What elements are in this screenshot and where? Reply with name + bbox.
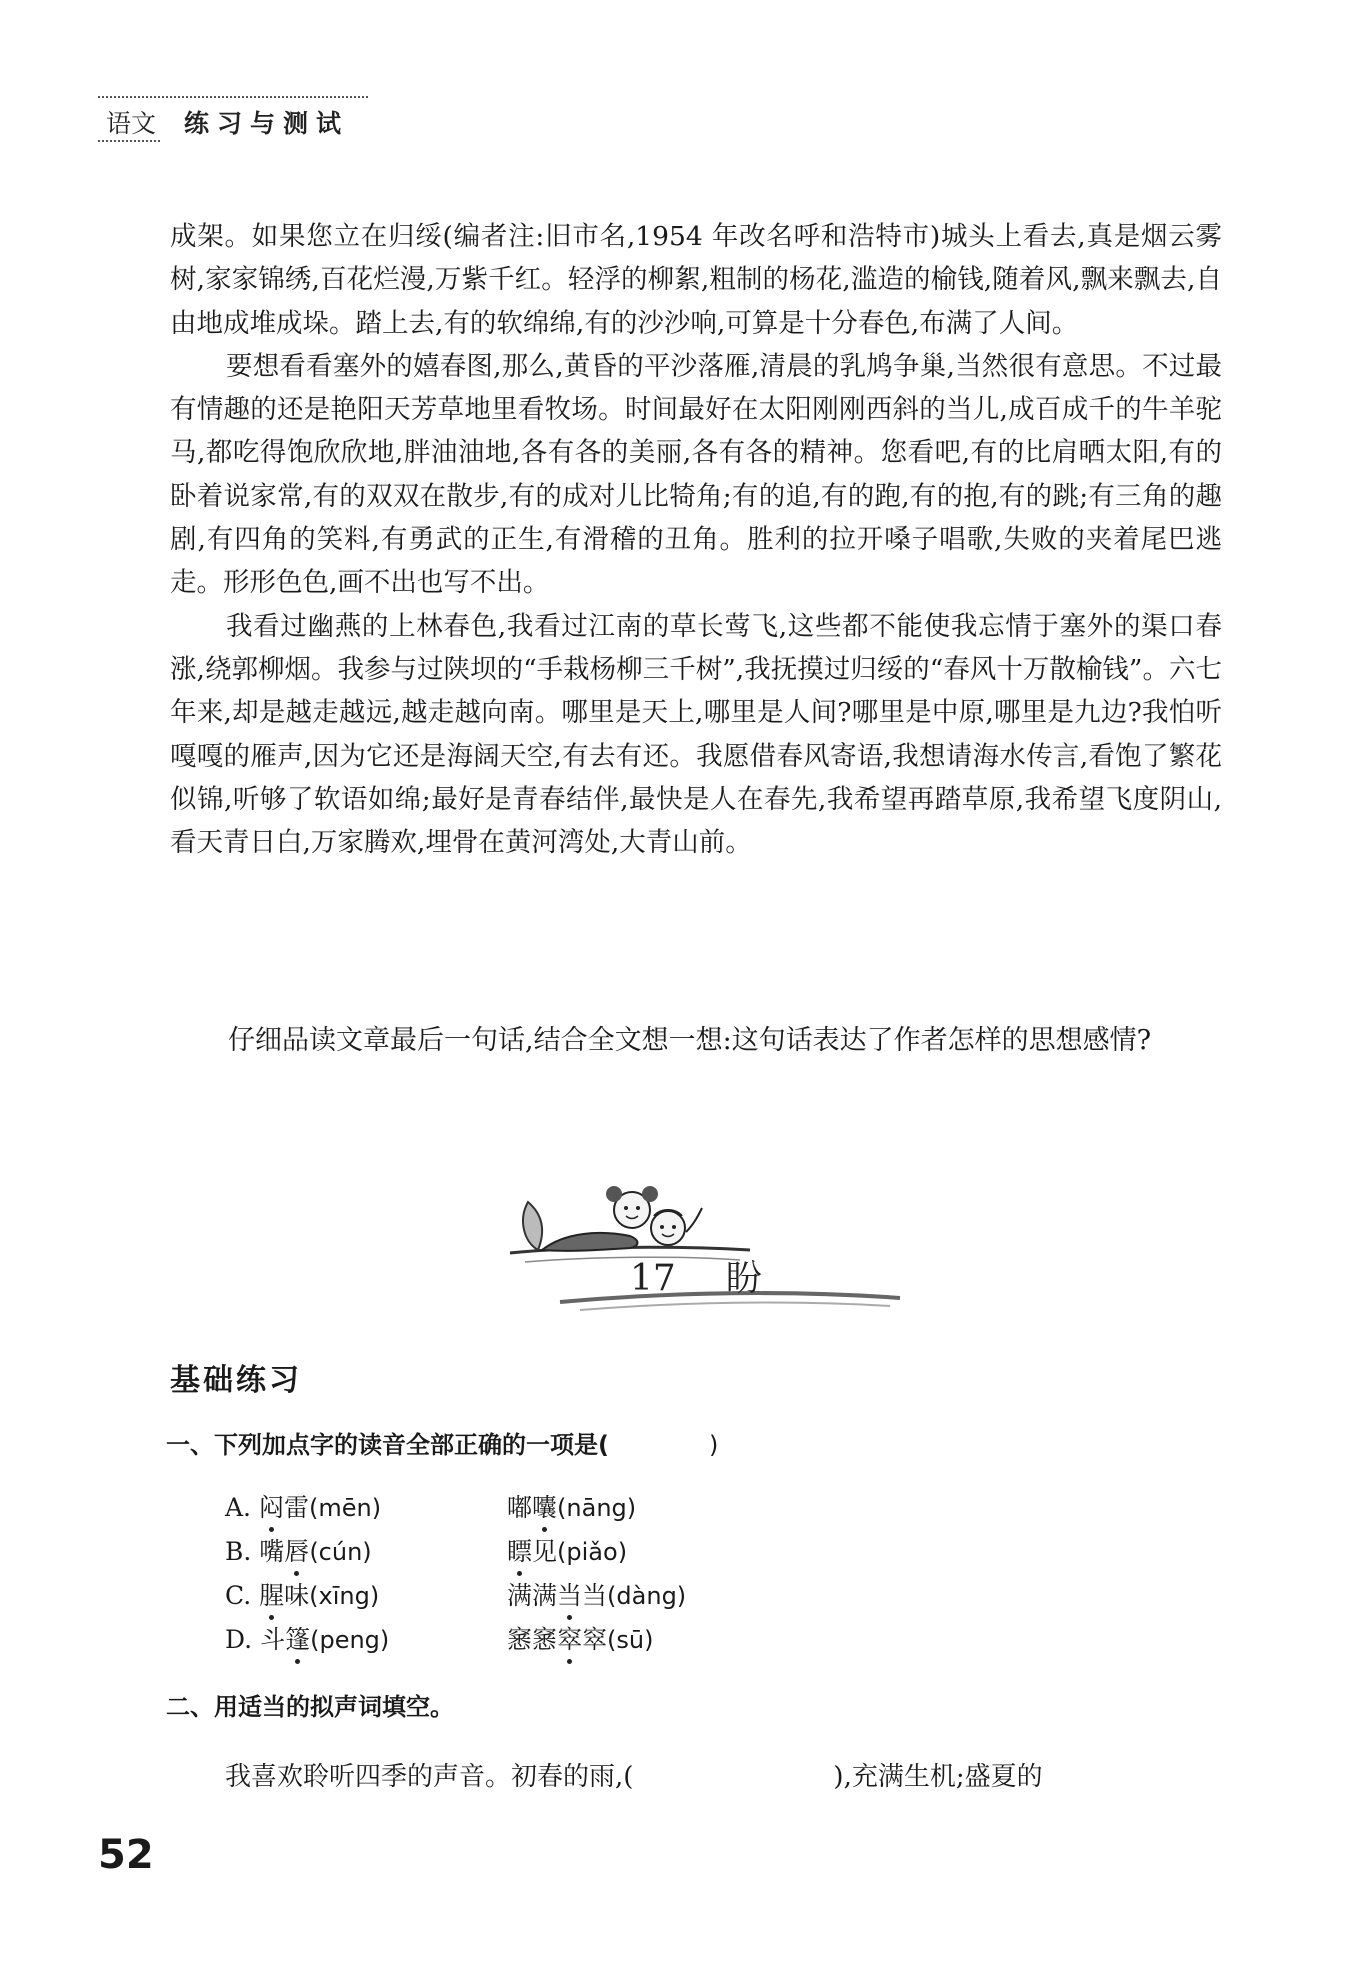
word-start: 嘴 bbox=[259, 1537, 285, 1566]
word-rest: 见 bbox=[532, 1537, 558, 1566]
header-dotted-underline bbox=[98, 140, 160, 142]
pinyin: (mēn) bbox=[309, 1494, 382, 1522]
dotted-char: 篷 bbox=[285, 1620, 310, 1656]
word-rest: 雷 bbox=[283, 1493, 309, 1522]
page-header bbox=[98, 96, 370, 146]
dotted-char: 唇 bbox=[284, 1532, 309, 1568]
option-d-word-2 bbox=[507, 1620, 654, 1656]
header-book-title: 练习与测试 bbox=[184, 109, 350, 138]
lesson-title bbox=[630, 1250, 762, 1301]
option-label: C. bbox=[225, 1581, 252, 1610]
word-start: 嘟 bbox=[507, 1493, 533, 1522]
passage-paragraph-2: 要想看看塞外的嬉春图,那么,黄昏的平沙落雁,清晨的乳鸠争巢,当然很有意思。不过最有情趣的还是艳阳天芳草地里看牧场。时间最好在太阳刚刚西斜的当儿,成百成千的牛羊驼马,都吃得饱欣欣地,胖油油地,各有各的美丽,各有各的精神。您看吧,有的比肩晒太阳,有的卧着说家常,有的双双在散步,有的成对儿比犄角;有的追,有的跑,有的抱,有的跳;有三角的趣剧,有四角的笑料,有勇武的正生,有滑稽的丑角。胜利的拉开嗓子唱歌,失败的夹着尾巴逃走。形形色色,画不出也写不出。 bbox=[170, 350, 1222, 599]
lesson-number: 17 bbox=[630, 1258, 676, 1299]
question-1-close: ) bbox=[708, 1431, 719, 1459]
option-a-word-2 bbox=[507, 1488, 636, 1524]
reading-passage bbox=[170, 215, 1222, 864]
option-a-word-1 bbox=[225, 1488, 381, 1524]
option-c-word-1 bbox=[225, 1576, 379, 1612]
pinyin: (xīng) bbox=[309, 1582, 380, 1610]
passage-paragraph-3: 我看过幽燕的上林春色,我看过江南的草长莺飞,这些都不能使我忘情于塞外的渠口春涨,绕郭柳烟。我参与过陕坝的“手栽杨柳三千树”,我抚摸过归绥的“春风十万散榆钱”。六七年来,却是越走越远,越走越向南。哪里是天上,哪里是人间?哪里是中原,哪里是九边?我怕听嘎嘎的雁声,因为它还是海阔天空,有去有还。我愿借春风寄语,我想请海水传言,看饱了繁花似锦,听够了软语如绵;最好是青春结伴,最快是人在春先,我希望再踏草原,我希望飞度阴山,看天青日白,万家腾欢,埋骨在黄河湾处,大青山前。 bbox=[170, 610, 1222, 859]
word-rest: 当 bbox=[582, 1581, 608, 1610]
dotted-char: 窣 bbox=[557, 1620, 582, 1656]
word-start: 斗 bbox=[260, 1625, 286, 1654]
header-dotted-line bbox=[98, 96, 368, 98]
pinyin: (piǎo) bbox=[557, 1538, 628, 1566]
page-number: 52 bbox=[98, 1832, 154, 1878]
lesson-name: 盼 bbox=[725, 1258, 762, 1299]
pinyin: (sū) bbox=[607, 1626, 654, 1654]
option-label: D. bbox=[225, 1625, 253, 1654]
sentence-end: ),充满生机;盛夏的 bbox=[833, 1762, 1043, 1792]
dotted-char: 闷 bbox=[259, 1488, 284, 1524]
pinyin: (peng) bbox=[310, 1626, 390, 1654]
option-label: B. bbox=[225, 1537, 252, 1566]
pinyin: (nāng) bbox=[557, 1494, 637, 1522]
word-rest: 窣 bbox=[582, 1625, 608, 1654]
dotted-char: 囔 bbox=[532, 1488, 557, 1524]
pinyin: (cún) bbox=[309, 1538, 372, 1566]
word-rest: 味 bbox=[284, 1581, 310, 1610]
header-subject: 语文 bbox=[106, 109, 157, 138]
passage-paragraph-1: 成架。如果您立在归绥(编者注:旧市名,1954 年改名呼和浩特市)城头上看去,真是烟云雾树,家家锦绣,百花烂漫,万紫千红。轻浮的柳絮,粗制的杨花,滥造的榆钱,随着风,飘来飘去,自由地成堆成垛。踏上去,有的软绵绵,有的沙沙响,可算是十分春色,布满了人间。 bbox=[170, 221, 1222, 339]
fill-in-sentence bbox=[225, 1756, 1043, 1793]
section-heading: 基础练习 bbox=[170, 1363, 302, 1398]
question-1-text: 一、下列加点字的读音全部正确的一项是( bbox=[166, 1431, 609, 1459]
dotted-char: 瞟 bbox=[507, 1532, 532, 1568]
reading-question: 仔细品读文章最后一句话,结合全文想一想:这句话表达了作者怎样的思想感情? bbox=[228, 1025, 1152, 1056]
pinyin: (dàng) bbox=[607, 1582, 687, 1610]
dotted-char: 腥 bbox=[259, 1576, 284, 1612]
sentence-start: 我喜欢聆听四季的声音。初春的雨,( bbox=[225, 1762, 634, 1792]
lesson-banner bbox=[490, 1150, 910, 1325]
option-d-word-1 bbox=[225, 1620, 389, 1656]
option-b-word-2 bbox=[507, 1532, 627, 1568]
option-b-word-1 bbox=[225, 1532, 372, 1568]
word-start: 窸窸 bbox=[507, 1625, 558, 1654]
option-c-word-2 bbox=[507, 1576, 686, 1612]
question-2-title: 二、用适当的拟声词填空。 bbox=[166, 1693, 454, 1721]
option-label: A. bbox=[225, 1493, 252, 1522]
dotted-char: 当 bbox=[557, 1576, 582, 1612]
question-1-title bbox=[166, 1425, 718, 1460]
word-start: 满满 bbox=[507, 1581, 558, 1610]
